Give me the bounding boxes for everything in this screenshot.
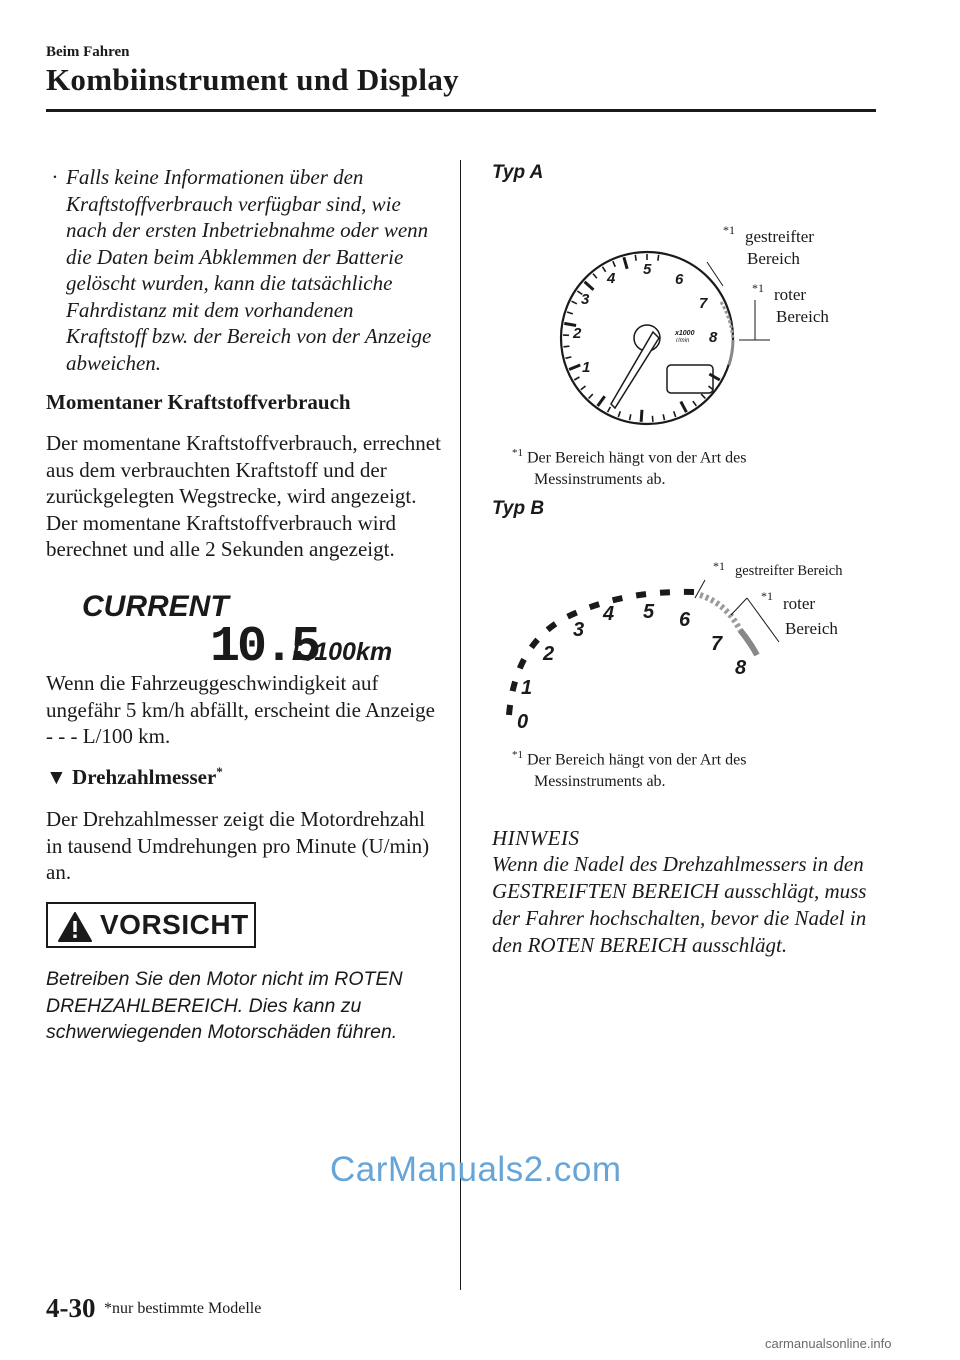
gauge-a-tick — [635, 255, 636, 261]
gauge-a-label-red: roter — [774, 285, 807, 304]
footnote-type-b — [512, 744, 832, 793]
gauge-a-label-red-2: Bereich — [776, 307, 829, 326]
lcd-fuel-display — [78, 586, 408, 666]
gauge-a-tick — [574, 377, 579, 380]
heading-momentan: Momentaner Kraftstoffverbrauch — [46, 390, 351, 414]
bullet-dot: · — [52, 165, 58, 189]
gauge-b-label-8: 8 — [735, 657, 747, 679]
gauge-b-tick-arc — [509, 592, 695, 715]
gauge-a-label-striped-2: Bereich — [747, 249, 800, 268]
paragraph-momentan-2: Der momentane Kraftstoffverbrauch wird berechnet und alle 2 Sekunden angezeigt. — [46, 510, 397, 561]
gauge-a-star-red: *1 — [752, 281, 764, 295]
footnote-b-line1: Der Bereich hängt von der Art des — [527, 751, 747, 769]
gauge-b-leader-red-2 — [747, 598, 779, 642]
model-star: * — [216, 764, 223, 779]
gauge-a-tick — [613, 261, 615, 266]
gauge-a-leader-striped — [707, 262, 723, 286]
gauge-b-label-4: 4 — [603, 603, 615, 625]
paragraph-drehzahl: Der Drehzahlmesser zeigt die Motordrehzahl in tausend Umdrehungen pro Minute (U/min) an. — [46, 807, 430, 884]
paragraph-momentan-1: Der momentane Kraftstoffverbrauch, errechnet aus dem verbrauchten Kraftstoff und der zurückgelegten Wegstrecke, wird angezeigt. — [46, 431, 441, 508]
gauge-a-tick — [608, 407, 611, 412]
footer-footnote: *nur bestimmte Modelle — [104, 1300, 262, 1317]
gauge-a-tick — [693, 401, 697, 406]
gauge-a-tick — [569, 365, 580, 369]
footnote-type-a — [512, 442, 832, 491]
triangle-marker-icon: ▼ — [46, 765, 67, 789]
note-text: Falls keine Informationen über den Kraftstoffverbrauch verfügbar sind, wie nach der ersten Inbetriebnahme oder wenn die Daten beim Abklemmen der Batterie gelöscht wurden, kann die tatsächliche Fahrdistanz mit dem vorhandenen Kraftstoff bzw. der Bereich von der Anzeige abweichen. — [66, 165, 432, 375]
gauge-a-tick — [598, 396, 605, 406]
gauge-b-leader-red-1 — [731, 598, 747, 615]
title-rule — [46, 109, 876, 112]
gauge-a-tick — [681, 402, 687, 413]
gauge-a-label-6: 6 — [675, 271, 684, 288]
gauge-b-label-red-2: Bereich — [785, 619, 838, 638]
gauge-b-label-6: 6 — [679, 609, 691, 631]
gauge-b-label-7: 7 — [711, 633, 723, 655]
gauge-a-display-window — [667, 365, 713, 393]
gauge-a-tick — [658, 255, 659, 261]
page-title: Kombiinstrument und Display — [46, 62, 459, 97]
gauge-b-label-2: 2 — [543, 643, 555, 665]
paragraph-speed: Wenn die Fahrzeuggeschwindigkeit auf ungefähr 5 km/h abfällt, erscheint die Anzeige - - - L/100 km. — [46, 671, 435, 748]
gauge-a-label-3: 3 — [581, 291, 590, 308]
gauge-a-tick — [602, 267, 605, 272]
gauge-a-tick — [563, 346, 569, 347]
footnote-a-line1: Der Bereich hängt von der Art des — [527, 449, 747, 467]
gauge-a-ticks — [563, 254, 720, 422]
gauge-a-tick — [581, 386, 586, 390]
caution-text: Betreiben Sie den Motor nicht im ROTEN DREHZAHLBEREICH. Dies kann zu schwerwiegenden Motorschäden führen. — [46, 968, 403, 1043]
gauge-b-label-striped: gestreifter Bereich — [735, 563, 843, 579]
gauge-a-tick — [641, 410, 642, 422]
lcd-label: CURRENT — [82, 590, 229, 623]
gauge-a-tick — [572, 301, 577, 304]
gauge-a-label-1: 1 — [582, 359, 591, 376]
footnote-a-star: *1 — [512, 447, 523, 459]
section-label: Beim Fahren — [46, 44, 130, 60]
footnote-a-line2: Messinstruments ab. — [534, 471, 666, 489]
gauge-a-tick — [593, 274, 597, 279]
type-b-label: Typ B — [492, 498, 545, 519]
gauge-a-tick — [624, 257, 627, 269]
type-a-label: Typ A — [492, 162, 544, 183]
gauge-a-label-5: 5 — [643, 261, 652, 278]
watermark: CarManuals2.com — [330, 1150, 622, 1189]
paragraph-hinweis: Wenn die Nadel des Drehzahlmessers in den GESTREIFTEN BEREICH ausschlägt, muss der Fahrer hochschalten, bevor die Nadel in den ROTEN BEREICH ausschlägt. — [492, 852, 867, 957]
gauge-a-tick — [709, 374, 719, 380]
gauge-b-red-arc — [740, 630, 757, 655]
gauge-b-star-striped: *1 — [713, 559, 725, 573]
heading-hinweis: HINWEIS — [492, 826, 580, 850]
paragraph-momentan — [46, 430, 446, 563]
gauge-a-label-7: 7 — [699, 295, 708, 312]
lcd-value: 10.5 — [210, 619, 319, 666]
tachometer-type-a-diagram — [555, 220, 865, 430]
gauge-a-label-2: 2 — [573, 325, 582, 342]
gauge-a-label-striped: gestreifter — [745, 227, 814, 246]
gauge-a-label-8: 8 — [709, 329, 718, 346]
heading-drehzahl-text: Drehzahlmesser — [72, 765, 217, 789]
gauge-b-label-1: 1 — [521, 677, 533, 699]
tachometer-type-b-diagram — [495, 550, 870, 740]
gauge-a-tick — [630, 414, 631, 420]
source-watermark: carmanualsonline.info — [765, 1336, 892, 1351]
gauge-a-tick — [565, 357, 571, 358]
gauge-a-tick — [674, 411, 676, 417]
caution-box — [46, 902, 256, 948]
warning-icon — [58, 912, 92, 942]
gauge-a-tick — [663, 414, 664, 420]
gauge-a-star-striped: *1 — [723, 223, 735, 237]
gauge-b-label-3: 3 — [573, 619, 585, 641]
gauge-a-tick — [589, 394, 593, 398]
gauge-b-label-red: roter — [783, 594, 816, 613]
footnote-b-star: *1 — [512, 749, 523, 761]
gauge-b-star-red: *1 — [761, 589, 773, 603]
page-number: 4-30 — [46, 1293, 96, 1323]
footnote-b-line2: Messinstruments ab. — [534, 773, 666, 791]
gauge-a-label-4: 4 — [607, 270, 616, 287]
gauge-b-label-0: 0 — [517, 711, 529, 733]
gauge-a-tick — [618, 411, 620, 417]
heading-drehzahl — [46, 764, 223, 790]
gauge-a-tick — [701, 394, 705, 398]
gauge-a-unit-top: x1000 — [675, 330, 695, 337]
gauge-a-tick — [567, 312, 573, 314]
gauge-a-unit-bottom: r/min — [676, 338, 690, 344]
gauge-b-label-5: 5 — [643, 601, 655, 623]
gauge-a-tick — [585, 282, 594, 290]
lcd-unit: L/100km — [292, 638, 393, 666]
column-divider — [460, 160, 461, 1290]
caution-label: VORSICHT — [100, 909, 249, 940]
gauge-a-red-arc — [729, 340, 733, 365]
